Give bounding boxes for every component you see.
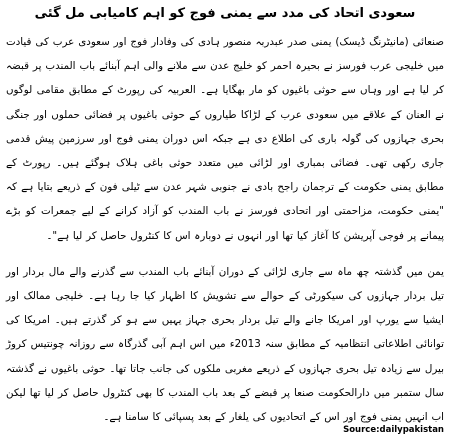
article-paragraph-1: صنعائی (مانیٹرنگ ڈیسک) یمنی صدر عبدربہ منصور ہادی کی وفادار فوج اور سعودی عرب کی قیادت میں خلیجی عرب فورسز نے بحیرہ احمر کو خلیج عدن سے ملانے والی اہم آبنائے باب المندب پر قبضہ کر لیا ہے اور وہاں سے حوثی باغیوں کو مار بھگایا ہے۔ العربیہ کی رپورٹ کے مطابق مقامی لوگوں نے العنان کے علاقے میں سعودی عرب کے لڑاکا طیاروں کے حوثی باغیوں پر فضائی حملوں اور جنگی بحری جہازوں کی گولہ باری کی اطلاع دی ہے جبکہ اس دوران یمنی فوج اور سرزمین پیش قدمی جاری رکھی تھی۔ فضائی بمباری اور لڑائی میں متعدد حوثی باغی ہلاک ہوگئے ہیں۔ رپورٹ کے مطابق یمنی حکومت کے ترجمان راجح بادی نے جنوبی شہر عدن سے ٹیلی فون کے ذریعے بتایا ہے کہ "یمنی حکومت، مزاحمتی اور اتحادی فورسز نے باب المندب کو آزاد کرانے کے لیے جمعرات کو بڑے پیمانے پر فوجی آپریشن کا آغاز کیا تھا اور انہوں نے دوبارہ اس کا کنٹرول حاصل کر لیا ہے"۔ (6, 36, 444, 242)
article-headline: سعودی اتحاد کی مدد سے یمنی فوج کو اہم کامیابی مل گئی (34, 6, 416, 21)
source-credit: Source:dailypakistan (343, 425, 444, 435)
article-paragraph-2: یمن میں گذشتہ چھ ماہ سے جاری لڑائی کے دوران آبنائے باب المندب سے گذرنے والے مال بردار اور تیل بردار جہازوں کی سیکورٹی کے حوالے سے تشویش کا اظہار کیا جا رہا ہے۔ خلیجی ممالک اور ایشیا سے یورپ اور امریکا جانے والے تیل بردار بحری جہاز یہیں سے ہو کر گذرتے ہیں۔ امریکا کی توانائی اطلاعاتی انتظامیہ کے مطابق سنہ 2013ء میں اس اہم آبی گذرگاہ سے روزانہ چونتیس کروڑ بیرل سے زیادہ تیل بحری جہازوں کے ذریعے مغربی ملکوں کی جانب جاتا تھا۔ حوثی باغیوں نے گذشتہ سال ستمبر میں دارالحکومت صنعا پر قبضے کے بعد باب المندب کا بھی کنٹرول حاصل کر لیا تھا لیکن اب انہیں یمنی فوج اور اس کے اتحادیوں کی یلغار کے بعد پسپائی کا سامنا ہے۔ (6, 265, 444, 424)
